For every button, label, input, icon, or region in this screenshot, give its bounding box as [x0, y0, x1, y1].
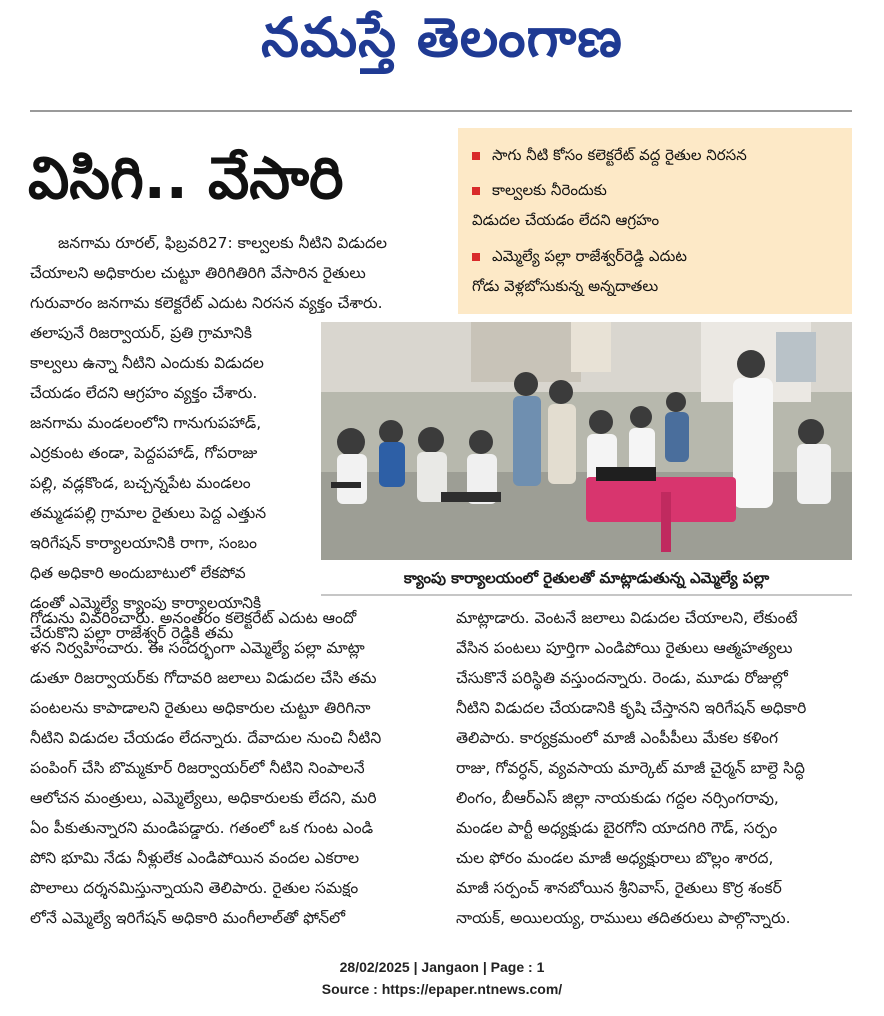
body-line: వేసిన పంటలు పూర్తిగా ఎండిపోయి రైతులు ఆత్మహత్యలు	[456, 639, 793, 657]
body-line: పంటలను కాపాడాలని రైతులు అధికారుల చుట్టూ తిరిగినా	[30, 699, 371, 717]
news-photo	[321, 322, 852, 560]
highlights-box	[458, 128, 852, 314]
article-headline: విసిగి.. వేసారి	[28, 144, 344, 212]
body-line: జనగామ రూరల్, ఫిబ్రవరి27: కాల్వలకు నీటిని విడుదల	[58, 234, 387, 252]
body-line: చేరుకొని పల్లా రాజేశ్వర్ రెడ్డికి తమ	[30, 624, 234, 642]
bullet-square-icon	[472, 187, 480, 195]
highlight-item-continuation: గోడు వెళ్లబోసుకున్న అన్నదాతలు	[472, 277, 659, 295]
body-line: ళన నిర్వహించారు. ఈ సందర్భంగా ఎమ్మెల్యే పల్లా మాట్లా	[30, 639, 365, 657]
body-line: ఏం పీకుతున్నారని మండిపడ్డారు. గతంలో ఒక గుంట ఎండి	[30, 819, 374, 837]
highlight-item: సాగు నీటి కోసం కలెక్టరేట్ వద్ద రైతుల నిరసన	[472, 140, 747, 170]
body-line: కాల్వలు ఉన్నా నీటిని ఎందుకు విడుదల	[30, 354, 264, 372]
highlight-item: ఎమ్మెల్యే పల్లా రాజేశ్వర్‌రెడ్డి ఎదుట	[472, 241, 687, 271]
body-line: గురువారం జనగామ కలెక్టరేట్ ఎదుట నిరసన వ్యక్తం చేశారు.	[30, 294, 383, 312]
body-line: ఆలోచన మంత్రులు, ఎమ్మెల్యేలు, అధికారులకు లేదని, మరి	[30, 789, 377, 807]
body-line: డంతో ఎమ్మెల్యే క్యాంపు కార్యాలయానికి	[30, 594, 262, 612]
body-line: చేయడం లేదని ఆగ్రహం వ్యక్తం చేశారు.	[30, 384, 258, 402]
bullet-square-icon	[472, 152, 480, 160]
body-line: మాజీ సర్పంచ్ శానబోయిన శ్రీనివాస్, రైతులు కొర్ర శంకర్	[456, 879, 782, 897]
body-line: జనగామ మండలంలోని గానుగుపహాడ్,	[30, 414, 262, 432]
body-line: చేయాలని అధికారుల చుట్టూ తిరిగితిరిగి వేసారిన రైతులు	[30, 264, 366, 282]
body-line: పల్లి, వడ్లకొండ, బచ్చన్నపేట మండలం	[30, 474, 251, 492]
body-line: లోనే ఎమ్మెల్యే ఇరిగేషన్ అధికారి మంగీలాల్‌తో ఫోన్‌లో	[30, 909, 346, 927]
body-line: తమ్మడపల్లి గ్రామాల రైతులు పెద్ద ఎత్తున	[30, 504, 267, 522]
body-line: తలాపునే రిజర్వాయర్, ప్రతి గ్రామానికి	[30, 324, 252, 342]
masthead	[0, 0, 884, 100]
body-line: పొలాలు దర్శనమిస్తున్నాయని తెలిపారు. రైతుల సమక్షం	[30, 879, 359, 897]
body-line: నీటిని విడుదల చేయడం లేదన్నారు. దేవాదుల నుంచి నీటిని	[30, 729, 382, 747]
body-line: రాజు, గోవర్ధన్, వ్యవసాయ మార్కెట్ మాజీ చైర్మన్ బాల్దె సిద్ధి	[456, 759, 805, 777]
body-line: ఇరిగేషన్ కార్యాలయానికి రాగా, సంబం	[30, 534, 258, 552]
body-line: మండల పార్టీ అధ్యక్షుడు బైరగోని యాదగిరి గౌడ్, సర్పం	[456, 819, 778, 837]
masthead-divider	[30, 110, 852, 112]
body-line: డుతూ రిజర్వాయర్‌కు గోదావరి జలాలు విడుదల చేసి తమ	[30, 669, 377, 687]
body-line: గోడును వివరించారు. అనంతరం కలెక్టరేట్ ఎదుట ఆందో	[30, 609, 357, 627]
body-line: తెలిపారు. కార్యక్రమంలో మాజీ ఎంపీపీలు మేకల కళింగ	[456, 729, 779, 747]
body-line: నీటిని విడుదల చేయడానికి కృషి చేస్తానని ఇరిగేషన్ అధికారి	[456, 699, 807, 717]
footer-source-link[interactable]: Source : https://epaper.ntnews.com/	[321, 981, 563, 997]
body-line: మాట్లాడారు. వెంటనే జలాలు విడుదల చేయాలని, లేకుంటే	[456, 609, 798, 627]
body-line: చుల ఫోరం మండల మాజీ అధ్యక్షురాలు బొల్లం శారద,	[456, 849, 774, 867]
body-line: లింగం, బీఆర్ఎస్ జిల్లా నాయకుడు గద్దల నర్సింగరావు,	[456, 789, 779, 807]
photo-caption: క్యాంపు కార్యాలయంలో రైతులతో మాట్లాడుతున్న ఎమ్మెల్యే పల్లా	[321, 564, 852, 596]
body-line: ధిత అధికారి అందుబాటులో లేకపోవ	[30, 564, 246, 582]
body-line: నాయక్, అయిలయ్య, రాములు తదితరులు పాల్గొన్నారు.	[456, 909, 791, 927]
body-line: పోని భూమి నేడు నీళ్లులేక ఎండిపోయిన వందల ఎకరాల	[30, 849, 360, 867]
footer-date-edition: 28/02/2025 | Jangaon | Page : 1	[339, 959, 545, 975]
highlight-item: కాల్వలకు నీరెందుకు	[472, 175, 607, 205]
body-line: చేసుకొనే పరిస్థితి వస్తుందన్నారు. రెండు, మూడు రోజుల్లో	[456, 669, 788, 687]
body-line: ఎర్రకుంట తండా, పెద్దపహాడ్, గోపరాజు	[30, 444, 258, 462]
bullet-square-icon	[472, 253, 480, 261]
page-footer	[0, 956, 884, 1000]
highlight-item-continuation: విడుదల చేయడం లేదని ఆగ్రహం	[472, 211, 660, 229]
newspaper-logo: నమస్తే తెలంగాణ	[261, 6, 623, 69]
body-line: పంపింగ్ చేసి బొమ్మకూర్ రిజర్వాయర్‌లో నీటిని నింపాలనే	[30, 759, 365, 777]
